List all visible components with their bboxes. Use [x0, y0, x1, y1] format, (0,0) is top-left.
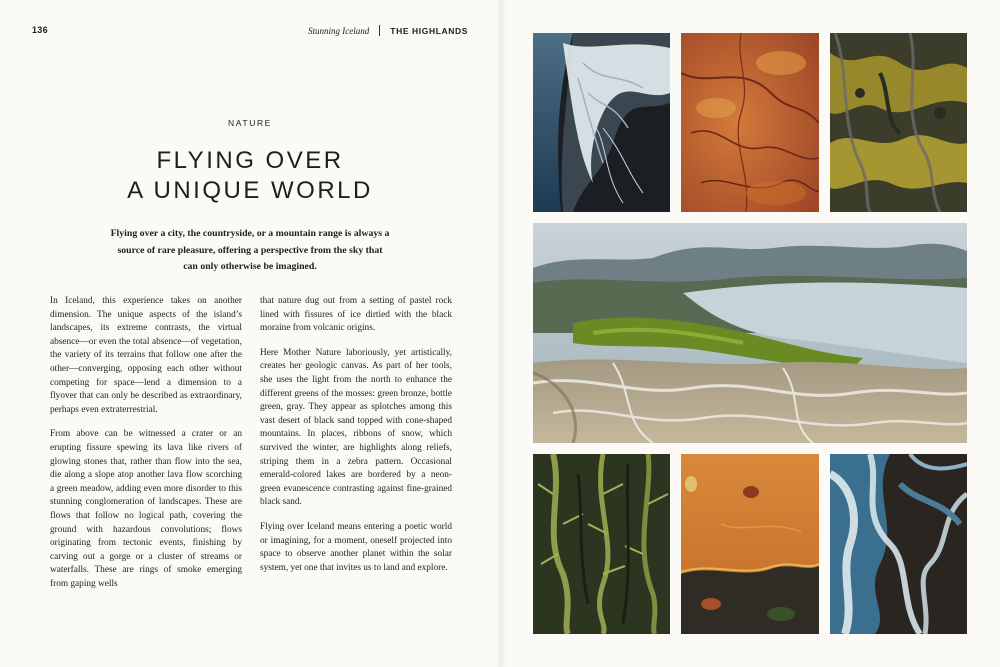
- body-column-2: [260, 295, 452, 586]
- body-paragraph: that nature dug out from a setting of pastel rock lined with fissures of ice dirtied with the black moraine from volcanic origins.: [260, 296, 452, 334]
- body-paragraph: From above can be witnessed a crater or an erupting fissure spewing its lava like rivers of glowing stones that, rather than flow into the sea, die along a slope atop another lava flow scorching a green meadow, adding even more disorder to this stunning conglomeration of landscapes. These are flows that follow no logical path, covering the ground with hazardous convolutions; flows originating from tectonic events, finishing by carving out a gorge or a cluster of streams or waterfalls. These are rings of smoke emerging from gaping wells: [50, 429, 242, 589]
- running-head-book-title: Stunning Iceland: [308, 25, 370, 36]
- article-title-line-1: FLYING OVER: [156, 147, 344, 174]
- aerial-orange-sand-photo: [681, 454, 819, 634]
- aerial-ice-river-photo: [533, 33, 670, 212]
- body-paragraph: Flying over Iceland means entering a poetic world or imagining, for a moment, oneself projected into space to observe another planet within the solar system, yet one that invites us to land and explore.: [260, 521, 452, 573]
- running-head: [308, 25, 468, 36]
- aerial-highland-river-panorama-photo: [533, 223, 967, 443]
- article-title-line-2: A UNIQUE WORLD: [127, 177, 373, 204]
- page-gutter: [496, 0, 506, 667]
- aerial-green-veins-photo: [533, 454, 670, 634]
- body-column-1: [50, 295, 242, 602]
- article-title: [0, 146, 500, 206]
- running-head-divider: [379, 25, 380, 36]
- article-lead: Flying over a city, the countryside, or a mountain range is always a source of rare pleasure, offering a perspective from the sky that can only otherwise be imagined.: [110, 228, 390, 272]
- page-number: 136: [32, 25, 48, 35]
- aerial-glacial-water-photo: [830, 454, 967, 634]
- running-head-section: THE HIGHLANDS: [390, 25, 468, 36]
- article-kicker: NATURE: [228, 118, 272, 128]
- body-paragraph: In Iceland, this experience takes on another dimension. The unique aspects of the island’s landscapes, its extreme contrasts, the virtual absence—or even the total absence—of vegetation, the variety of its terrains that follow one after the other—converging, opposing each other without competing for space—lend a dimension to a flyover that can only be described as extraordinary, perhaps even extraterrestrial.: [50, 296, 242, 415]
- aerial-red-earth-photo: [681, 33, 819, 212]
- aerial-moss-lava-photo: [830, 33, 967, 212]
- body-paragraph: Here Mother Nature laboriously, yet artistically, creates her geologic canvas. As part of her tools, she uses the light from the north to enhance the different greens of the mosses: green bronze, bottle green, gray. They appear as splotches among this vast desert of black sand topped with cone-shaped mountains. In places, ribbons of snow, which survived the winter, are highlights along reliefs, striping them in a zebra pattern. Occasional emerald-colored lakes are bordered by a neon-green evanescence contrasting against fine-grained black sand.: [260, 347, 452, 508]
